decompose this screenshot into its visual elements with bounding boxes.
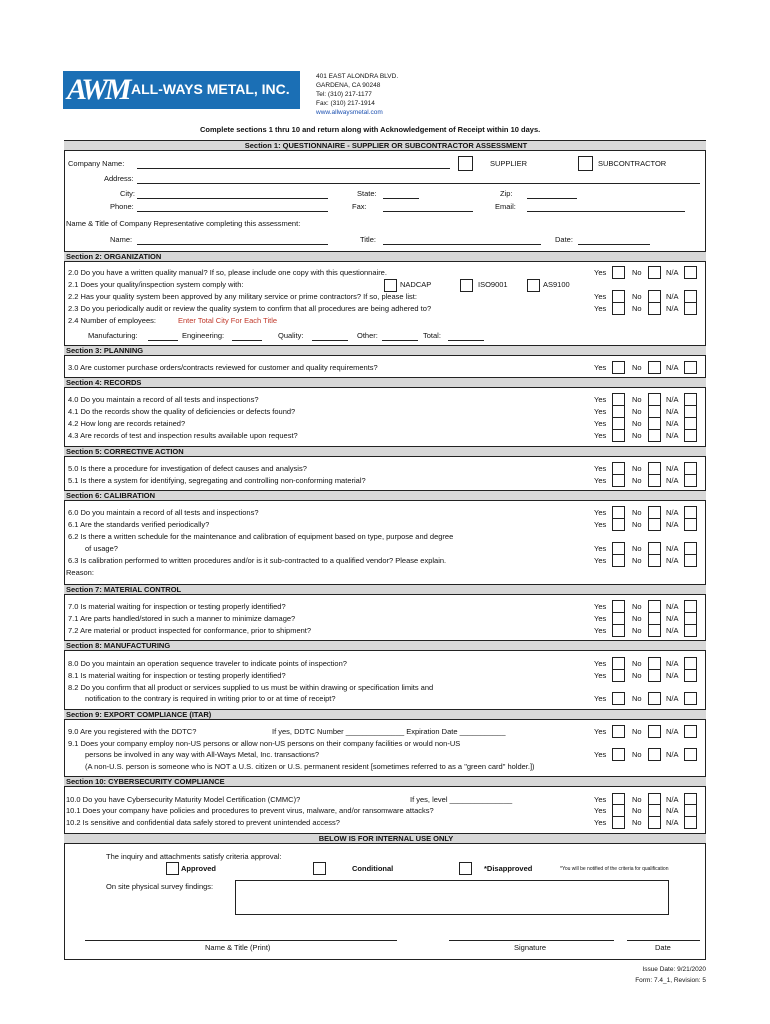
section-9-header: Section 9: EXPORT COMPLIANCE (ITAR) [64,709,706,720]
yes-checkbox-8-2[interactable] [612,692,625,705]
yes-checkbox-8-1[interactable] [612,669,625,682]
yes-label-2-0: Yes [594,268,607,277]
yes-label-5-1: Yes [594,476,607,485]
question-3-0: 3.0 Are customer purchase orders/contracts reviewed for customer and quality requirements? [68,363,378,372]
internal-use-header: BELOW IS FOR INTERNAL USE ONLY [64,833,706,844]
disapproved-checkbox[interactable] [459,862,472,875]
question-4-0: 4.0 Do you maintain a record of all tests and inspections? [68,395,259,404]
na-checkbox-2-0[interactable] [684,266,697,279]
no-label-4-3: No [632,431,642,440]
no-label-7-2: No [632,626,642,635]
company-logo [63,71,300,109]
na-checkbox-8-2[interactable] [684,692,697,705]
logo-mark: AWM [67,73,129,106]
no-label-8-1: No [632,671,642,680]
question-8-2: 8.2 Do you confirm that all product or services supplied to us must be within drawing or specification limits and [68,683,434,692]
rep-name-label: Name: [110,235,133,244]
no-label-6-0: No [632,508,642,517]
question-7-0: 7.0 Is material waiting for inspection or testing properly identified? [68,602,286,611]
na-label-4-2: N/A [666,419,679,428]
yes-label-7-2: Yes [594,626,607,635]
no-label-10-1: No [632,806,642,815]
no-checkbox-5-1[interactable] [648,474,661,487]
question-6-2-cont: of usage? [85,544,118,553]
other-label: Other: [357,331,378,340]
rep-title-field[interactable] [383,244,541,245]
na-label-6-1: N/A [666,520,679,529]
yes-checkbox-10-2[interactable] [612,816,625,829]
no-label-4-0: No [632,395,642,404]
no-label-4-1: No [632,407,642,416]
section-7-header: Section 7: MATERIAL CONTROL [64,584,706,595]
yes-label-6-2: Yes [594,544,607,553]
yes-checkbox-7-2[interactable] [612,624,625,637]
question-10-2: 10.2 Is sensitive and confidential data safely stored to prevent unintended access? [66,818,340,827]
na-label-7-1: N/A [666,614,679,623]
question-8-0: 8.0 Do you maintain an operation sequence traveler to indicate points of inspection? [68,659,347,668]
yes-label-6-0: Yes [594,508,607,517]
question-7-2: 7.2 Are material or product inspected for conformance, prior to shipment? [68,626,312,635]
fax-label: Fax: [352,202,367,211]
no-label-9-0: No [632,727,642,736]
question-5-1: 5.1 Is there a system for identifying, segregating and controlling non-conforming material? [68,476,366,485]
employee-count-hint: Enter Total City For Each Title [178,316,278,325]
yes-label-7-1: Yes [594,614,607,623]
na-checkbox-6-3[interactable] [684,554,697,567]
na-label-4-1: N/A [666,407,679,416]
na-checkbox-4-3[interactable] [684,429,697,442]
question-2-4: 2.4 Number of employees: [68,316,156,325]
email-label: Email: [495,202,516,211]
approved-checkbox[interactable] [166,862,179,875]
yes-checkbox-9-0[interactable] [612,725,625,738]
no-label-7-0: No [632,602,642,611]
na-label-4-3: N/A [666,431,679,440]
yes-label-8-1: Yes [594,671,607,680]
no-label-6-1: No [632,520,642,529]
supplier-label: SUPPLIER [490,159,528,168]
nadcap-label: NADCAP [400,280,432,289]
no-label-3-0: No [632,363,642,372]
no-label-7-1: No [632,614,642,623]
yes-label-4-1: Yes [594,407,607,416]
disapproved-label: *Disapproved [484,864,533,873]
section-10-header: Section 10: CYBERSECURITY COMPLIANCE [64,776,706,787]
yes-label-8-0: Yes [594,659,607,668]
section-4-header: Section 4: RECORDS [64,377,706,388]
form-revision: Form: 7.4_1, Revision: 5 [635,977,706,984]
question-6-0: 6.0 Do you maintain a record of all tests and inspections? [68,508,259,517]
issue-date: Issue Date: 9/21/2020 [642,966,706,973]
na-label-10-2: N/A [666,818,679,827]
na-label-4-0: N/A [666,395,679,404]
question-8-2-cont: notification to the contrary is required in writing prior to or at time of receipt? [85,694,336,703]
non-us-note: (A non-U.S. person is someone who is NOT a U.S. citizen or U.S. permanent resident [sometimes referred to as a "green card" holder.]) [85,762,535,771]
total-field[interactable] [448,340,484,341]
section-8-header: Section 8: MANUFACTURING [64,640,706,651]
other-field[interactable] [382,340,418,341]
yes-label-9-1: Yes [594,750,607,759]
no-label-2-0: No [632,268,642,277]
question-2-2: 2.2 Has your quality system been approved by any military service or prime contractors? If so, please list: [68,292,417,301]
question-2-3: 2.3 Do you periodically audit or review the quality system to confirm that all procedures are being adhered to? [68,304,432,313]
engineering-field[interactable] [232,340,262,341]
no-label-10-0: No [632,795,642,804]
yes-label-9-0: Yes [594,727,607,736]
yes-label-8-2: Yes [594,694,607,703]
question-6-3: 6.3 Is calibration performed to written procedures and/or is it sub-contracted to a qualified vendor? Please explain. [68,556,447,565]
yes-label-6-3: Yes [594,556,607,565]
na-label-3-0: N/A [666,363,679,372]
iso9001-label: ISO9001 [478,280,508,289]
nadcap-checkbox[interactable] [384,279,397,292]
na-label-9-1: N/A [666,750,679,759]
na-checkbox-7-2[interactable] [684,624,697,637]
na-checkbox-6-1[interactable] [684,518,697,531]
yes-checkbox-5-1[interactable] [612,474,625,487]
no-label-8-0: No [632,659,642,668]
fax-number: Fax: (310) 217-1914 [316,100,375,107]
no-checkbox-3-0[interactable] [648,361,661,374]
as9100-checkbox[interactable] [527,279,540,292]
no-label-6-3: No [632,556,642,565]
yes-label-2-2: Yes [594,292,607,301]
yes-checkbox-9-1[interactable] [612,748,625,761]
yes-label-2-3: Yes [594,304,607,313]
no-checkbox-9-0[interactable] [648,725,661,738]
no-checkbox-7-2[interactable] [648,624,661,637]
section-6-header: Section 6: CALIBRATION [64,490,706,501]
survey-findings-field[interactable] [235,880,669,915]
telephone: Tel: (310) 217-1177 [316,91,372,98]
no-label-10-2: No [632,818,642,827]
no-label-4-2: No [632,419,642,428]
no-checkbox-4-3[interactable] [648,429,661,442]
na-label-2-3: N/A [666,304,679,313]
total-label: Total: [423,331,441,340]
question-4-1: 4.1 Do the records show the quality of deficiencies or defects found? [68,407,296,416]
no-label-5-1: No [632,476,642,485]
city-field[interactable] [137,198,328,199]
company-name-label: Company Name: [68,159,125,168]
subcontractor-label: SUBCONTRACTOR [598,159,667,168]
as9100-label: AS9100 [543,280,570,289]
question-9-0: 9.0 Are you registered with the DDTC? [68,727,197,736]
quality-label: Quality: [278,331,304,340]
yes-checkbox-2-0[interactable] [612,266,625,279]
date-line[interactable] [627,940,700,941]
instructions: Complete sections 1 thru 10 and return along with Acknowledgement of Receipt within 10 days. [200,125,541,134]
no-checkbox-2-0[interactable] [648,266,661,279]
question-5-0: 5.0 Is there a procedure for investigation of defect causes and analysis? [68,464,307,473]
rep-date-field[interactable] [578,244,650,245]
yes-label-5-0: Yes [594,464,607,473]
na-checkbox-8-1[interactable] [684,669,697,682]
na-label-8-1: N/A [666,671,679,680]
yes-label-4-3: Yes [594,431,607,440]
na-checkbox-2-3[interactable] [684,302,697,315]
na-label-10-0: N/A [666,795,679,804]
section-5-header: Section 5: CORRECTIVE ACTION [64,446,706,457]
ddtc-number-label: If yes, DDTC Number ______________ Expiration Date ___________ [272,727,506,736]
no-label-9-1: No [632,750,642,759]
yes-label-7-0: Yes [594,602,607,611]
question-7-1: 7.1 Are parts handled/stored in such a manner to minimize damage? [68,614,296,623]
yes-checkbox-2-3[interactable] [612,302,625,315]
question-2-1: 2.1 Does your quality/inspection system comply with: [68,280,244,289]
question-8-1: 8.1 Is material waiting for inspection or testing properly identified? [68,671,286,680]
na-label-2-0: N/A [666,268,679,277]
rep-name-field[interactable] [137,244,328,245]
section-3-header: Section 3: PLANNING [64,345,706,356]
no-checkbox-10-2[interactable] [648,816,661,829]
fax-field[interactable] [383,211,473,212]
disapproved-note: *You will be notified of the criteria for qualification [560,866,669,872]
iso9001-checkbox[interactable] [460,279,473,292]
city-label: City: [120,189,135,198]
question-10-0: 10.0 Do you have Cybersecurity Maturity Model Certification (CMMC)? [66,795,301,804]
na-label-9-0: N/A [666,727,679,736]
address-field[interactable] [137,183,700,184]
state-field[interactable] [383,198,419,199]
criteria-label: The inquiry and attachments satisfy criteria approval: [106,852,282,861]
na-label-7-0: N/A [666,602,679,611]
na-checkbox-10-2[interactable] [684,816,697,829]
no-checkbox-6-1[interactable] [648,518,661,531]
yes-label-10-2: Yes [594,818,607,827]
na-label-7-2: N/A [666,626,679,635]
yes-label-4-0: Yes [594,395,607,404]
question-10-1: 10.1 Does your company have policies and procedures to prevent virus, malware, and/or ransomware attacks? [66,806,434,815]
survey-findings-label: On site physical survey findings: [106,882,214,891]
question-6-2: 6.2 Is there a written schedule for the maintenance and calibration of equipment based on type, purpose and degree [68,532,454,541]
conditional-checkbox[interactable] [313,862,326,875]
address-line-2: GARDENA, CA 90248 [316,82,381,89]
zip-field[interactable] [527,198,577,199]
na-label-5-0: N/A [666,464,679,473]
na-checkbox-3-0[interactable] [684,361,697,374]
date-label: Date [655,943,671,952]
na-label-2-2: N/A [666,292,679,301]
rep-title-label: Title: [360,235,376,244]
website-link[interactable]: www.allwaysmetal.com [316,109,383,116]
name-title-label: Name & Title (Print) [205,943,271,952]
question-2-0: 2.0 Do you have a written quality manual? If so, please include one copy with this questionnaire. [68,268,387,277]
question-6-1: 6.1 Are the standards verified periodically? [68,520,210,529]
approved-label: Approved [181,864,217,873]
yes-label-6-1: Yes [594,520,607,529]
logo-company-name: ALL-WAYS METAL, INC. [131,81,290,97]
zip-label: Zip: [500,189,513,198]
no-checkbox-8-2[interactable] [648,692,661,705]
no-checkbox-2-3[interactable] [648,302,661,315]
signature-label: Signature [514,943,547,952]
no-checkbox-9-1[interactable] [648,748,661,761]
question-9-1-cont: persons be involved in any way with All-Ways Metal, Inc. transactions? [85,750,319,759]
no-checkbox-8-1[interactable] [648,669,661,682]
yes-label-3-0: Yes [594,363,607,372]
section-2-header: Section 2: ORGANIZATION [64,251,706,262]
question-4-3: 4.3 Are records of test and inspection results available upon request? [68,431,298,440]
na-label-8-0: N/A [666,659,679,668]
no-label-2-3: No [632,304,642,313]
yes-checkbox-3-0[interactable] [612,361,625,374]
phone-label: Phone: [110,202,134,211]
no-label-8-2: No [632,694,642,703]
na-label-10-1: N/A [666,806,679,815]
no-label-5-0: No [632,464,642,473]
na-label-6-3: N/A [666,556,679,565]
section-1-header: Section 1: QUESTIONNAIRE - SUPPLIER OR SUBCONTRACTOR ASSESSMENT [64,140,706,151]
na-label-6-2: N/A [666,544,679,553]
no-label-2-2: No [632,292,642,301]
yes-checkbox-6-1[interactable] [612,518,625,531]
manufacturing-field[interactable] [148,340,178,341]
na-checkbox-9-0[interactable] [684,725,697,738]
phone-field[interactable] [137,211,328,212]
yes-label-10-0: Yes [594,795,607,804]
supplier-checkbox[interactable] [458,156,473,171]
representative-label: Name & Title of Company Representative completing this assessment: [66,219,301,228]
rep-date-label: Date: [555,235,573,244]
yes-checkbox-4-3[interactable] [612,429,625,442]
yes-label-4-2: Yes [594,419,607,428]
quality-field[interactable] [312,340,348,341]
no-label-6-2: No [632,544,642,553]
manufacturing-label: Manufacturing: [88,331,138,340]
conditional-label: Conditional [352,864,394,873]
address-line-1: 401 EAST ALONDRA BLVD. [316,73,399,80]
question-4-2: 4.2 How long are records retained? [68,419,186,428]
reason-label: Reason: [66,568,94,577]
cmmc-level-label: If yes, level _______________ [410,795,513,804]
na-checkbox-9-1[interactable] [684,748,697,761]
company-name-field[interactable] [137,168,450,169]
signature-line[interactable] [449,940,614,941]
email-field[interactable] [527,211,685,212]
name-title-line[interactable] [85,940,397,941]
no-checkbox-6-3[interactable] [648,554,661,567]
yes-label-10-1: Yes [594,806,607,815]
na-label-8-2: N/A [666,694,679,703]
state-label: State: [357,189,377,198]
subcontractor-checkbox[interactable] [578,156,593,171]
engineering-label: Engineering: [182,331,225,340]
na-label-6-0: N/A [666,508,679,517]
na-checkbox-5-1[interactable] [684,474,697,487]
na-label-5-1: N/A [666,476,679,485]
question-9-1: 9.1 Does your company employ non-US persons or allow non-US persons on their company facilities or would non-US [68,739,461,748]
address-label: Address: [104,174,134,183]
yes-checkbox-6-3[interactable] [612,554,625,567]
